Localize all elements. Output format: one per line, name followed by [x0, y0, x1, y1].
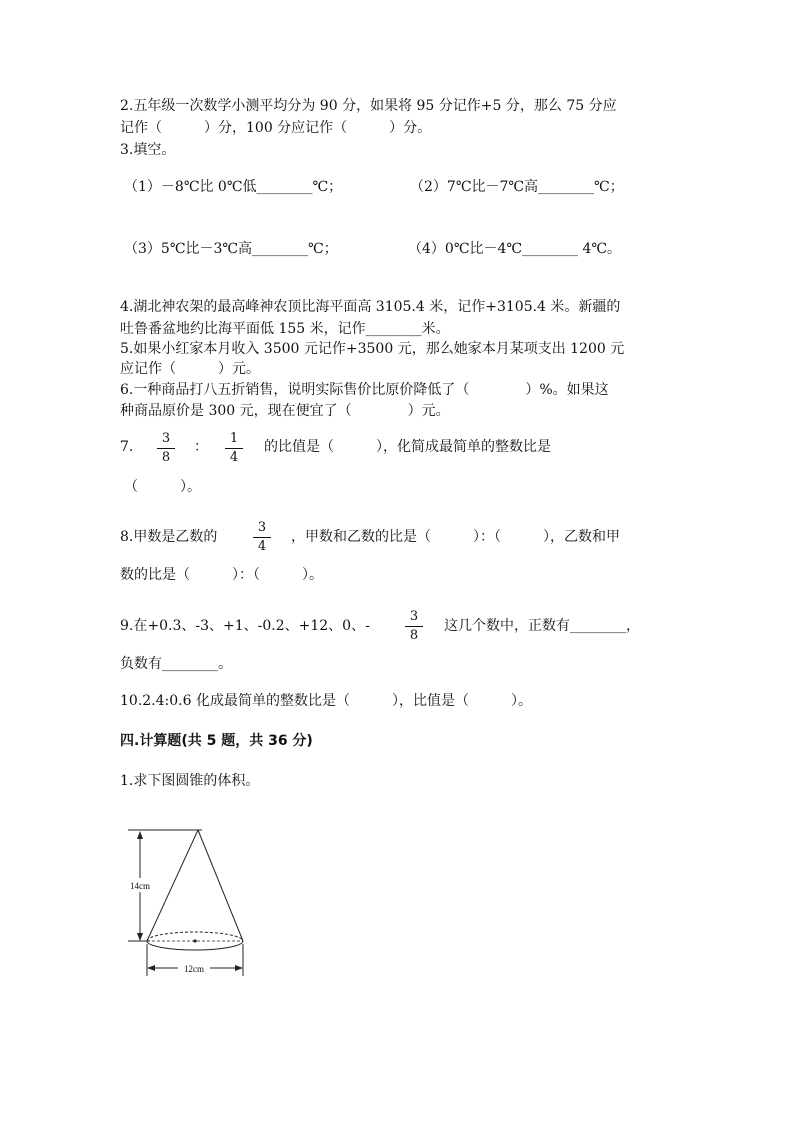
arrow-down-icon — [137, 933, 143, 941]
arrow-right-icon — [235, 965, 243, 971]
fraction-bar — [405, 626, 423, 627]
cone-center-point — [193, 939, 196, 942]
question-5-line-1: 5.如果小红家本月收入 3500 元记作+3500 元，那么她家本月某项支出 1200 元 — [120, 341, 625, 357]
question-10: 10.2.4:0.6 化成最简单的整数比是（ ），比值是（ ）。 — [120, 693, 532, 709]
fraction-bar — [253, 537, 271, 538]
diameter-label: 12cm — [184, 964, 204, 974]
question-8-suffix: ，甲数和乙数的比是（ ）：（ ），乙数和甲 — [291, 529, 620, 545]
fraction-numerator: 3 — [409, 609, 419, 624]
question-9-line-2: 负数有________。 — [120, 656, 232, 672]
fraction-denominator: 4 — [257, 539, 267, 554]
question-3-item-2: （2）7℃比－7℃高________℃； — [410, 179, 624, 195]
question-3-item-1: （1）－8℃比 0℃低________℃； — [124, 179, 343, 195]
question-7-fraction-1 — [157, 432, 175, 465]
question-9-prefix: 9.在+0.3、-3、+1、-0.2、+12、0、- — [120, 618, 370, 634]
question-2-line-2: 记作（ ）分，100 分应记作（ ）分。 — [120, 120, 432, 136]
question-7-fraction-2 — [225, 432, 243, 465]
question-3-item-3: （3）5℃比－3℃高________℃； — [124, 241, 338, 257]
question-8-line-2: 数的比是（ ）：（ ）。 — [120, 567, 323, 583]
question-8-prefix: 8.甲数是乙数的 — [120, 529, 218, 545]
height-label: 14cm — [130, 881, 150, 891]
section-4-question-1: 1.求下图圆锥的体积。 — [120, 773, 260, 789]
arrow-left-icon — [147, 965, 155, 971]
cone-left-side — [147, 830, 198, 941]
fraction-bar — [225, 448, 243, 449]
question-7-line-2: （ ）。 — [124, 479, 201, 495]
fraction-numerator: 1 — [229, 431, 239, 446]
fraction-bar — [157, 448, 175, 449]
question-5-line-2: 应记作（ ）元。 — [120, 361, 260, 377]
cone-figure — [120, 820, 260, 985]
question-9-fraction — [405, 610, 423, 643]
arrow-up-icon — [137, 831, 143, 839]
fraction-numerator: 3 — [161, 431, 171, 446]
question-6-line-1: 6.一种商品打八五折销售，说明实际售价比原价降低了（ ）%。如果这 — [120, 382, 609, 398]
fraction-denominator: 8 — [161, 450, 171, 465]
cone-right-side — [198, 830, 243, 941]
question-3-title: 3.填空。 — [120, 142, 176, 158]
question-4-line-1: 4.湖北神农架的最高峰神农顶比海平面高 3105.4 米，记作+3105.4 米。新疆的 — [120, 299, 621, 315]
question-8-fraction — [253, 521, 271, 554]
question-6-line-2: 种商品原价是 300 元，现在便宜了（ ）元。 — [120, 403, 450, 419]
question-7-colon: ： — [194, 439, 208, 455]
question-9-suffix: 这几个数中，正数有________， — [444, 618, 640, 634]
question-7-number: 7. — [120, 439, 134, 455]
question-2-line-1: 2.五年级一次数学小测平均分为 90 分，如果将 95 分记作+5 分，那么 75 分应 — [120, 98, 617, 114]
question-7-text: 的比值是（ ），化简成最简单的整数比是 — [264, 439, 551, 455]
section-4-heading: 四.计算题(共 5 题，共 36 分) — [120, 733, 313, 749]
question-3-item-4: （4）0℃比－4℃________ 4℃。 — [408, 241, 622, 257]
question-4-line-2: 吐鲁番盆地约比海平面低 155 米，记作________米。 — [120, 321, 450, 337]
fraction-denominator: 4 — [229, 450, 239, 465]
fraction-numerator: 3 — [257, 520, 267, 535]
fraction-denominator: 8 — [409, 628, 419, 643]
